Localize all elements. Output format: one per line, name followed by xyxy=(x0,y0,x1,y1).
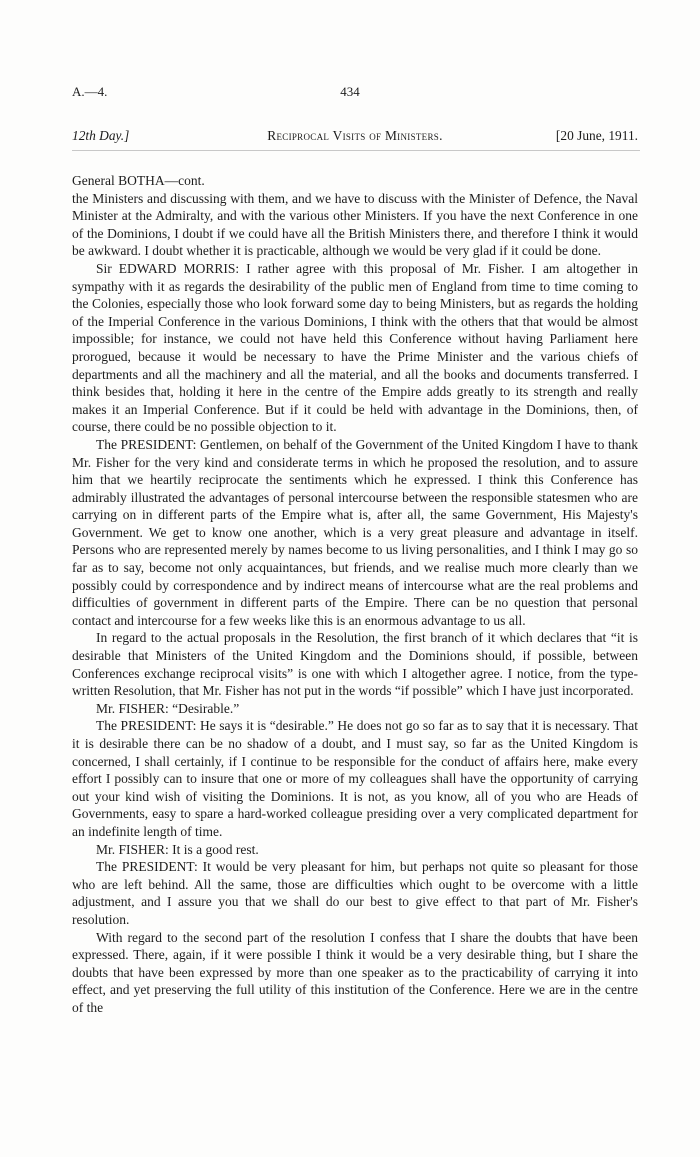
paragraph: The PRESIDENT: He says it is “desirable.” He does not go so far as to say that it is necessary. That it is desirable there can be no shadow of a doubt, and I must say, so far as the United Kingdom is concerned, I shall certainly, if I continue to be responsible for the conduct of affairs here, make every effort I possibly can to insure that one or more of my colleagues shall have the opportunity of carrying out your kind wish of visiting the Dominions. It is not, as you know, all of you who are Heads of Governments, easy to spare a hard-worked colleague presiding over a very complicated department for an indefinite length of time. xyxy=(72,718,638,839)
body-text xyxy=(72,172,638,1017)
running-header xyxy=(72,128,638,148)
paper-reference: A.—4. xyxy=(72,84,108,99)
running-header-day: 12th Day.] xyxy=(72,128,130,143)
paragraph: Mr. FISHER: “Desirable.” xyxy=(96,700,240,716)
paragraph: The PRESIDENT: It would be very pleasant for him, but perhaps not quite so pleasant for those who are left behind. All the same, those are difficulties which ought to be overcome with a little adjustment, and I assure you that we shall do our best to give effect to that part of Mr. Fisher's resolution. xyxy=(72,859,638,927)
paragraph: In regard to the actual proposals in the Resolution, the first branch of it which declares that “it is desirable that Ministers of the United Kingdom and the Dominions should, if possible, between Conferences exchange reciprocal visits” is one with which I altogether agree. I notice, from the type-written Resolution, that Mr. Fisher has not put in the words “if possible” which I have just incorporated. xyxy=(72,630,638,699)
running-header-date: [20 June, 1911. xyxy=(555,128,638,143)
page-top-line xyxy=(72,84,628,104)
page-number: 434 xyxy=(340,84,360,99)
paragraph: The PRESIDENT: Gentlemen, on behalf of the Government of the United Kingdom I have to thank Mr. Fisher for the very kind and considerate terms in which he proposed the resolution, and to assure him that we heartily reciprocate the sentiments which he expressed. I think this Conference has admirably illustrated the advantages of personal intercourse between the responsible statesmen who are carrying on in different parts of the Empire what is, after all, the same Government, His Majesty's Government. We get to know one another, which is a very great pleasure and advantage in itself. Persons who are represented merely by names become to us living personalities, and I think I may go so far as to say, become not only acquaintances, but friends, and we realise much more clearly than we possibly could by correspondence and by indirect means of intercourse what are the real problems and difficulties of government in different parts of the Empire. There can be no question that personal contact and intercourse for a few weeks like this is an enormous advantage to us all. xyxy=(72,436,638,628)
paragraph: Sir EDWARD MORRIS: I rather agree with this proposal of Mr. Fisher. I am altogether in sympathy with it as regards the desirability of the public men of England from time to time coming to the Colonies, especially those who look forward some day to being Ministers, but as regards the holding of the Imperial Conference in the various Dominions, I think with the others that that would be almost impossible; for instance, we could not have held this Conference without having Parliament here prorogued, because it would be necessary to have the Prime Minister and the various chiefs of departments and all the machinery and all the material, and all the books and documents transferred. I think besides that, holding it here in the centre of the Empire adds greatly to its strength and really makes it an Imperial Conference. But if it could be held with advantage in the Dominions, then, of course, there could be no possible objection to it. xyxy=(72,260,638,435)
header-rule xyxy=(72,150,640,151)
paragraph: With regard to the second part of the resolution I confess that I share the doubts that have been expressed. There, again, if it were possible I think it would be a very desirable thing, but I share the doubts that have been expressed by more than one speaker as to the practicability of carrying it into effect, and yet preserving the full utility of this institution of the Conference. Here we are in the centre of the xyxy=(72,929,638,1015)
running-header-title: Reciprocal Visits of Ministers. xyxy=(267,128,443,143)
paragraph: the Ministers and discussing with them, and we have to discuss with the Minister of Defence, the Naval Minister at the Admiralty, and with the various other Ministers. If you have the next Conference in one of the Dominions, I doubt if we could have all the British Ministers there, and therefore I think it would be awkward. I doubt whether it is practicable, although we would be very glad if it could be done. xyxy=(72,190,638,259)
paragraph: Mr. FISHER: It is a good rest. xyxy=(96,841,259,857)
speaker-heading: General BOTHA—cont. xyxy=(72,173,205,188)
